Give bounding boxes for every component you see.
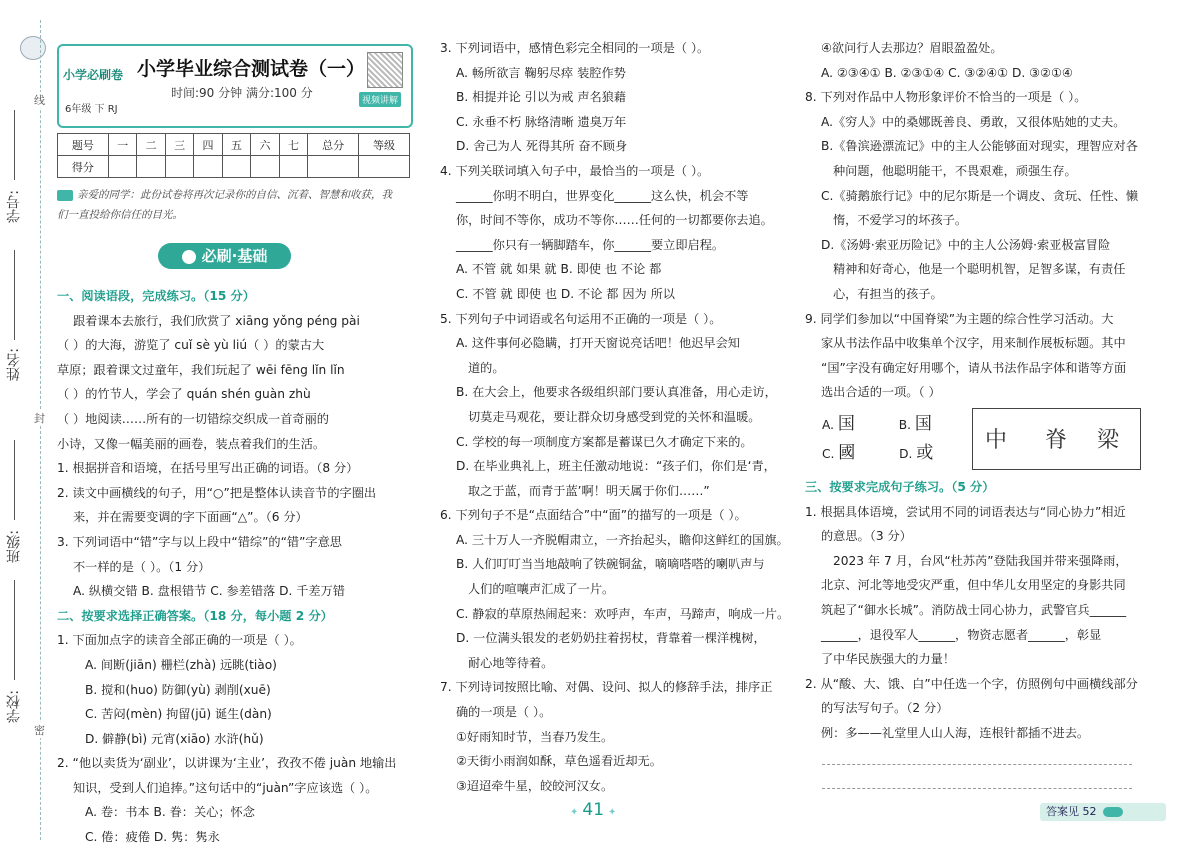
- section-heading: 一、阅读语段，完成练习。（15 分）: [57, 289, 255, 303]
- question-line: 取之于蓝，而青于蓝’啊！明天属于你们……”: [468, 483, 710, 498]
- question-line: A. 这件事何必隐瞒，打开天窗说亮话吧！他迟早会知: [456, 336, 740, 351]
- question-line: 了中华民族强大的力量！: [821, 652, 956, 667]
- question-line: C. 苦闷(mèn) 拘留(jū) 诞生(dàn): [85, 707, 272, 722]
- question-line: 3. 下列词语中，感情色彩完全相同的一项是（ ）。: [440, 41, 710, 55]
- score-cell: 等级: [359, 134, 410, 156]
- question-line: C. 永垂不朽 脉络清晰 遗臭万年: [456, 114, 627, 129]
- class-label: 班级:: [6, 530, 22, 563]
- option-label: B.: [898, 418, 911, 432]
- score-input[interactable]: [308, 156, 359, 178]
- exam-meta: 时间:90 分钟 满分:100 分: [171, 86, 313, 100]
- question-line: 惰，不爱学习的坏孩子。: [833, 213, 968, 228]
- mascot-icon: [20, 36, 46, 60]
- header-card: [57, 44, 413, 128]
- question-line: 精神和好奇心，他是一个聪明机智，足智多谋，有责任: [833, 262, 1126, 277]
- question-line: 人们的喧嚷声汇成了一片。: [468, 582, 615, 597]
- question-line: 5. 下列句子中词语或名句运用不正确的一项是（ ）。: [440, 311, 722, 326]
- question-line: D. 在毕业典礼上，班主任激动地说：“孩子们，你们是‘青，: [456, 459, 776, 474]
- score-cell: 一: [108, 134, 136, 156]
- video-explain-label[interactable]: 视频讲解: [359, 92, 401, 107]
- question-line: A. ②③④① B. ②③①④ C. ③②④① D. ③②①④: [821, 65, 1073, 80]
- notice: [57, 185, 412, 225]
- seal-mark: 封: [34, 412, 45, 425]
- question-line: 你，时间不等你，成功不等你……任何的一切都要你去追。: [456, 213, 773, 228]
- score-cell: 七: [279, 134, 307, 156]
- option-b-char[interactable]: 国: [914, 414, 932, 434]
- score-cell: 题号: [58, 134, 109, 156]
- binding-strip: [0, 0, 48, 853]
- answer-line[interactable]: [822, 764, 1132, 765]
- section-heading: 二、按要求选择正确答案。（18 分，每小题 2 分）: [57, 608, 333, 623]
- qr-code-icon[interactable]: [367, 52, 403, 88]
- calligraphy-box: [972, 408, 1141, 470]
- question-line: “国”字没有确定好用哪个，请从书法作品字体和谐等方面: [821, 360, 1127, 375]
- school-blank: [14, 580, 15, 680]
- question-line: C. 静寂的草原热闹起来：欢呼声，车声，马蹄声，响成一片。: [456, 606, 790, 621]
- question-line: C. 不管 就 即使 也 D. 不论 都 因为 所以: [456, 286, 675, 301]
- question-line: 1. 根据拼音和语境，在括号里写出正确的词语。（8 分）: [57, 461, 359, 476]
- question-line: C. 倦：疲倦 D. 隽：隽永: [85, 830, 220, 845]
- score-cell: 六: [251, 134, 279, 156]
- question-line: ______你只有一辆脚踏车，你______要立即启程。: [456, 237, 725, 252]
- class-blank: [14, 440, 15, 520]
- answer-reference[interactable]: [1040, 803, 1166, 821]
- question-line: ②天街小雨润如酥，草色遥看近却无。: [456, 754, 662, 769]
- question-line: 切莫走马观花，要让群众切身感受到党的关怀和温暖。: [468, 409, 761, 424]
- cut-line: [40, 20, 41, 840]
- question-line: （ ）的大海，游览了 cuǐ sè yù liú（ ）的蒙古大: [57, 338, 325, 353]
- score-input[interactable]: [108, 156, 136, 178]
- question-line: 小诗，又像一幅美丽的画卷，装点着我们的生活。: [57, 436, 326, 451]
- question-line: 不一样的是（ ）。（1 分）: [73, 559, 211, 574]
- question-line: D. 一位满头银发的老奶奶拄着拐杖，背靠着一棵洋槐树，: [456, 631, 766, 646]
- question-line: 家从书法作品中收集单个汉字，用来制作展板标题。其中: [821, 336, 1126, 351]
- score-cell: 五: [222, 134, 250, 156]
- question-line: 例：多——礼堂里人山人海，连根针都插不进去。: [821, 725, 1090, 740]
- brand-label: 小学必刷卷: [63, 68, 124, 82]
- option-label: A.: [822, 418, 834, 432]
- column-right: [805, 36, 1145, 405]
- exam-title: 小学毕业综合测试卷（一）: [137, 58, 366, 80]
- page-number: ✦ 41 ✦: [566, 800, 620, 820]
- question-line: C. 学校的每一项制度方案都是蓄谋已久才确定下来的。: [456, 434, 753, 449]
- question-line: A. 不管 就 如果 就 B. 即使 也 不论 都: [456, 262, 662, 277]
- question-line: B. 搅和(huo) 防御(yù) 剥削(xuē): [85, 682, 271, 697]
- question-line: A. 纵横交错 B. 盘根错节 C. 参差错落 D. 千差万错: [73, 584, 345, 599]
- section-banner: [158, 243, 291, 269]
- question-line: 确的一项是（ ）。: [456, 705, 552, 720]
- question-line: （ ）的竹节人，学会了 quán shén guàn zhù: [57, 387, 311, 402]
- notice-line: 们一直投给你信任的目光。: [57, 209, 183, 221]
- column-right-lower: [805, 475, 1145, 746]
- question-line: 来，并在需要变调的字下面画“△”。（6 分）: [73, 510, 308, 525]
- question-line: C.《骑鹅旅行记》中的尼尔斯是一个调皮、贪玩、任性、懒: [821, 188, 1139, 203]
- question-line: D.《汤姆·索亚历险记》中的主人公汤姆·索亚极富冒险: [821, 237, 1111, 252]
- question-line: 选出合适的一项。（ ）: [821, 385, 941, 400]
- question-line: A.《穷人》中的桑娜既善良、勇敢，又很体贴她的丈夫。: [821, 114, 1126, 129]
- question-line: 7. 下列诗词按照比喻、对偶、设问、拟人的修辞手法，排序正: [440, 680, 773, 695]
- question-line: 耐心地等待着。: [468, 655, 554, 670]
- score-table: [57, 133, 410, 178]
- question-line: B. 相提并论 引以为戒 声名狼藉: [456, 90, 627, 105]
- id-label: 学号:: [6, 190, 22, 223]
- calligraphy-char: 中: [985, 428, 1008, 453]
- question-line: ④欲问行人去那边？眉眼盈盈处。: [821, 41, 1003, 55]
- score-cell: 得分: [58, 156, 109, 178]
- banner-text: 必刷·基础: [201, 247, 268, 265]
- question-line: 筑起了“御水长城”。消防战士同心协力，武警官兵______: [821, 602, 1127, 617]
- name-label: 姓名:: [6, 348, 22, 381]
- score-input[interactable]: [359, 156, 410, 178]
- question-line: 道的。: [468, 360, 505, 375]
- question-line: D. 舍己为人 死得其所 奋不顾身: [456, 139, 628, 154]
- question-line: 2. 读文中画横线的句子，用“○”把是整体认读音节的字圈出: [57, 485, 377, 500]
- question-line: 8. 下列对作品中人物形象评价不恰当的一项是（ ）。: [805, 90, 1087, 105]
- grade-label: 6年级 下 RJ: [65, 104, 118, 115]
- pencil-icon: [57, 190, 73, 201]
- score-cell: 三: [165, 134, 193, 156]
- question-line: 2023 年 7 月，台风“杜苏芮”登陆我国并带来强降雨，: [833, 553, 1128, 568]
- score-input[interactable]: [194, 156, 222, 178]
- score-input[interactable]: [222, 156, 250, 178]
- question-line: （ ）地阅读……所有的一切错综交织成一首奇丽的: [57, 411, 329, 426]
- calligraphy-char: 梁: [1097, 428, 1120, 453]
- notice-line: 亲爱的同学：此份试卷将再次记录你的自信、沉着、智慧和收获，我: [77, 189, 392, 201]
- question-line: 2. 从“酸、大、饿、白”中任选一个字，仿照例句中画横线部分: [805, 676, 1138, 691]
- question-line: 草原；跟着课文过童年，我们玩起了 wēi fēng lǐn lǐn: [57, 362, 345, 377]
- question-line: 北京、河北等地受灾严重，但中华儿女用坚定的身影共同: [821, 578, 1126, 593]
- calligraphy-char: 脊: [1045, 428, 1068, 453]
- score-value-row: [58, 156, 410, 178]
- question-line: 跟着课本去旅行，我们欣赏了 xiāng yǒng péng pài: [73, 313, 360, 328]
- score-cell: 四: [194, 134, 222, 156]
- option-a-char[interactable]: 国: [837, 414, 855, 434]
- question-line: ③迢迢牵牛星，皎皎河汉女。: [456, 778, 614, 793]
- score-cell: 总分: [308, 134, 359, 156]
- cut-mark: 密: [34, 724, 45, 737]
- question-line: ______你明不明白，世界变化______这么快，机会不等: [456, 188, 749, 203]
- name-blank: [14, 250, 15, 340]
- score-input[interactable]: [165, 156, 193, 178]
- question-line: A. 三十万人一齐脱帽肃立，一齐抬起头，瞻仰这鲜红的国旗。: [456, 532, 789, 547]
- question-line: 的写法写句子。（2 分）: [821, 701, 949, 716]
- question-line: 心，有担当的孩子。: [833, 286, 943, 301]
- section-heading: 三、按要求完成句子练习。（5 分）: [805, 480, 995, 494]
- question-line: A. 畅所欲言 鞠躬尽瘁 装腔作势: [456, 65, 626, 80]
- arrow-icon: [1103, 807, 1123, 817]
- question-line: ______，退役军人______，物资志愿者______，彰显: [821, 627, 1102, 642]
- score-input[interactable]: [279, 156, 307, 178]
- star-icon: [182, 250, 196, 264]
- question-line: 3. 下列词语中“错”字与以上段中“错综”的“错”字意思: [57, 534, 342, 549]
- answer-reference-text: 答案见 52: [1046, 805, 1097, 818]
- column-left: [57, 284, 412, 850]
- option-label: C.: [822, 447, 835, 461]
- question-line: 种问题，他聪明能干，不畏艰难，顽强生存。: [833, 163, 1077, 178]
- option-label: D.: [899, 447, 913, 461]
- option-c-char[interactable]: 國: [838, 443, 856, 463]
- question-line: 6. 下列句子不是“点面结合”中“面”的描写的一项是（ ）。: [440, 508, 747, 523]
- score-input[interactable]: [251, 156, 279, 178]
- question-line: A. 卷：书本 B. 眷：关心；怀念: [85, 805, 255, 820]
- question-line: 4. 下列关联词填入句子中，最恰当的一项是（ ）。: [440, 163, 710, 178]
- answer-line[interactable]: [822, 788, 1132, 789]
- question-line: D. 僻静(bì) 元宵(xiāo) 水浒(hǔ): [85, 731, 264, 746]
- question-line: 1. 下面加点字的读音全部正确的一项是（ ）。: [57, 633, 302, 648]
- question-line: B. 在大会上，他要求各级组织部门要认真准备，用心走访，: [456, 385, 777, 400]
- question-line: 的意思。（3 分）: [821, 529, 912, 544]
- score-header-row: [58, 134, 410, 156]
- score-input[interactable]: [137, 156, 165, 178]
- question-line: ①好雨知时节，当春乃发生。: [456, 729, 614, 744]
- question-line: 9. 同学们参加以“中国脊梁”为主题的综合性学习活动。大: [805, 311, 1114, 326]
- question-line: 2. “他以卖货为‘副业’，以讲课为‘主业’，孜孜不倦 juàn 地输出: [57, 756, 397, 771]
- column-middle: [440, 36, 790, 798]
- question-line: A. 间断(jiān) 栅栏(zhà) 远眺(tiào): [85, 657, 277, 672]
- score-cell: 二: [137, 134, 165, 156]
- question-line: 知识，受到人们追捧。”这句话中的“juàn”字应该选（ ）。: [73, 780, 378, 795]
- id-blank: [14, 110, 15, 180]
- option-d-char[interactable]: 或: [916, 443, 934, 463]
- question-line: 1. 根据具体语境，尝试用不同的词语表达与“同心协力”相近: [805, 504, 1126, 519]
- school-label: 学校:: [6, 690, 22, 723]
- question-line: B. 人们叮叮当当地敲响了铁碗铜盆，嘀嘀嗒嗒的喇叭声与: [456, 557, 765, 572]
- question-line: B.《鲁滨逊漂流记》中的主人公能够面对现实，理智应对各: [821, 139, 1138, 154]
- font-options: [822, 410, 933, 468]
- line-mark: 线: [34, 94, 45, 107]
